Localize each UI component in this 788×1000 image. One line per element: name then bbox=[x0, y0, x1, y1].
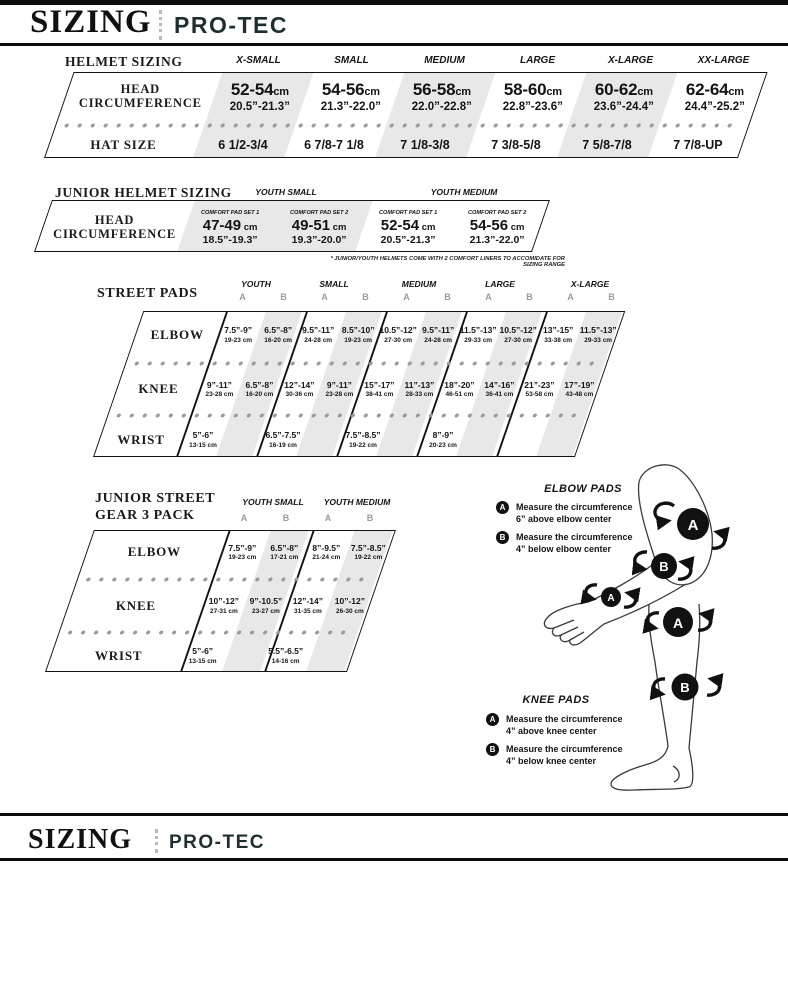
street-pads-ab-headers bbox=[222, 292, 632, 302]
street-elbow-cell: 6.5”-8” 16-20 cm bbox=[264, 325, 293, 344]
junior-helmet-cell: COMFORT PAD SET 2 49-51 cm 19.3”-20.0” bbox=[289, 209, 349, 246]
street-wrist-cell: 7.5”-8.5” 19-22 cm bbox=[345, 430, 381, 449]
ab-column-header: A bbox=[403, 292, 410, 302]
measure-text: Measure the circumference bbox=[506, 744, 623, 754]
measure-text: 4” above knee center bbox=[506, 726, 597, 736]
footer-title: SIZING bbox=[28, 824, 133, 855]
svg-text:B: B bbox=[680, 680, 690, 695]
helmet-hat-cell: 6 1/2-3/4 bbox=[218, 138, 268, 152]
measure-text: 6” above elbow center bbox=[516, 514, 612, 524]
helmet-column-header: MEDIUM bbox=[424, 55, 465, 66]
street-knee-cell: 18”-20” 46-51 cm bbox=[444, 379, 475, 399]
street-knee-cell: 6.5”-8” 16-20 cm bbox=[245, 379, 274, 399]
page-title: SIZING bbox=[30, 4, 152, 40]
street-knee-cell: 9”-11” 23-28 cm bbox=[205, 379, 234, 399]
helmet-size-headers bbox=[212, 55, 770, 66]
helmet-column-header: X-LARGE bbox=[608, 55, 653, 66]
street-elbow-cell: 9.5”-11” 24-28 cm bbox=[422, 325, 455, 344]
badge-b-icon: B bbox=[486, 743, 499, 756]
badge-b-icon: B bbox=[496, 531, 509, 544]
dotted-separator bbox=[133, 361, 599, 366]
junior-elbow-row bbox=[80, 531, 394, 573]
footer-protec-logo: PRO-TEC bbox=[169, 832, 265, 853]
street-group-header: YOUTH bbox=[241, 279, 271, 289]
street-elbow-cell: 11.5”-13” 29-33 cm bbox=[579, 325, 617, 344]
junior-elbow-cell: 7.5”-9” 19-23 cm bbox=[228, 542, 257, 562]
ab-column-header: B bbox=[282, 513, 290, 523]
measure-text: Measure the circumference bbox=[516, 532, 633, 542]
ab-column-header: B bbox=[280, 292, 287, 302]
junior-street-gear-label: JUNIOR STREET GEAR 3 PACK bbox=[95, 491, 216, 523]
junior-street-gear-table bbox=[45, 530, 386, 672]
junior-wrist-cell: 5.5”-6.5” 14-16 cm bbox=[268, 646, 304, 665]
ab-column-header: B bbox=[366, 513, 374, 523]
street-pads-label: STREET PADS bbox=[97, 286, 198, 301]
leg-illustration bbox=[595, 598, 755, 798]
street-knee-cell: 12”-14” 30-36 cm bbox=[284, 379, 315, 399]
ab-column-header: A bbox=[567, 292, 574, 302]
row-label-wrist: WRIST bbox=[117, 431, 165, 447]
ab-column-header: A bbox=[240, 513, 248, 523]
ab-column-header: A bbox=[324, 513, 332, 523]
street-wrist-cell: 5”-6” 13-15 cm bbox=[189, 430, 217, 449]
knee-pads-title: KNEE PADS bbox=[522, 694, 590, 706]
street-elbow-cell: 7.5”-9” 19-23 cm bbox=[224, 325, 253, 344]
helmet-hat-cell: 7 3/8-5/8 bbox=[491, 138, 541, 152]
helmet-head-cell: 62-64cm 24.4”-25.2” bbox=[684, 79, 745, 113]
street-knee-cell: 9”-11” 23-28 cm bbox=[325, 379, 354, 399]
helmet-sizing-label: HELMET SIZING bbox=[65, 54, 183, 69]
street-knee-cell: 17”-19” 43-48 cm bbox=[564, 379, 595, 399]
masthead-divider bbox=[159, 10, 162, 40]
junior-gear-outline bbox=[45, 530, 396, 672]
group-header-youth-medium: YOUTH MEDIUM bbox=[323, 497, 391, 507]
junior-helmet-cell: COMFORT PAD SET 1 52-54 cm 20.5”-21.3” bbox=[378, 209, 438, 246]
helmet-hat-cell: 7 5/8-7/8 bbox=[582, 138, 632, 152]
junior-helmet-sizing-label: JUNIOR HELMET SIZING bbox=[55, 185, 232, 200]
street-wrist-cell: 6.5”-7.5” 16-19 cm bbox=[265, 430, 301, 449]
elbow-pads-title: ELBOW PADS bbox=[544, 483, 622, 495]
footer-rule-top bbox=[0, 813, 788, 816]
street-group-header: X-LARGE bbox=[570, 279, 610, 289]
row-label-wrist: WRIST bbox=[94, 647, 143, 663]
dotted-separator bbox=[67, 630, 353, 635]
ab-column-header: B bbox=[608, 292, 615, 302]
group-header-youth-small: YOUTH SMALL bbox=[242, 497, 304, 507]
helmet-head-cell: 58-60cm 22.8”-23.6” bbox=[502, 79, 563, 113]
helmet-head-cell: 56-58cm 22.0”-22.8” bbox=[411, 79, 472, 113]
junior-knee-cell: 10”-12” 26-30 cm bbox=[334, 596, 366, 615]
svg-text:B: B bbox=[659, 559, 669, 574]
row-label-elbow: ELBOW bbox=[150, 326, 204, 342]
row-label-head-circumference: HEAD CIRCUMFERENCE bbox=[53, 213, 177, 241]
ab-column-header: A bbox=[239, 292, 246, 302]
measure-text: Measure the circumference bbox=[516, 502, 633, 512]
row-label-head-circumference: HEAD CIRCUMFERENCE bbox=[78, 82, 202, 110]
badge-a-icon: A bbox=[486, 713, 499, 726]
street-elbow-row bbox=[128, 312, 623, 357]
street-elbow-cell: 9.5”-11” 24-28 cm bbox=[302, 325, 335, 344]
street-knee-cell: 11”-13” 28-33 cm bbox=[404, 379, 435, 399]
junior-helmet-outline bbox=[34, 200, 550, 252]
street-group-header: SMALL bbox=[319, 279, 349, 289]
helmet-table-outline bbox=[44, 72, 768, 158]
street-elbow-cell: 11.5”-13” 29-33 cm bbox=[459, 325, 497, 344]
svg-text:A: A bbox=[672, 615, 684, 631]
footer-divider bbox=[155, 829, 158, 853]
street-wrist-cell: 8”-9” 20-23 cm bbox=[429, 430, 457, 449]
group-header-youth-medium: YOUTH MEDIUM bbox=[430, 187, 498, 197]
junior-elbow-cell: 6.5”-8” 17-21 cm bbox=[270, 542, 299, 562]
junior-gear-ab-headers bbox=[223, 513, 391, 523]
junior-helmet-row bbox=[35, 201, 549, 253]
helmet-hat-cell: 6 7/8-7 1/8 bbox=[304, 138, 364, 152]
ab-column-header: A bbox=[485, 292, 492, 302]
helmet-hat-cell: 7 7/8-UP bbox=[673, 138, 723, 152]
junior-helmet-cell: COMFORT PAD SET 1 47-49 cm 18.5”-19.3” bbox=[200, 209, 260, 246]
helmet-column-header: XX-LARGE bbox=[697, 55, 750, 66]
footer-rule-bottom bbox=[0, 858, 788, 861]
street-elbow-cell: 10.5”-12” 27-30 cm bbox=[379, 325, 417, 344]
helmet-sizing-table bbox=[44, 72, 745, 158]
junior-knee-cell: 12”-14” 31-35 cm bbox=[292, 596, 324, 615]
street-group-header: LARGE bbox=[485, 279, 515, 289]
badge-a-icon: A bbox=[496, 501, 509, 514]
junior-wrist-row bbox=[46, 638, 358, 673]
street-knee-cell: 21”-23” 53-58 cm bbox=[524, 379, 555, 399]
svg-text:A: A bbox=[687, 517, 699, 534]
junior-helmet-footnote: * JUNIOR/YOUTH HELMETS COME WITH 2 COMFORT LINERS TO ACCOMIDATE FOR SIZING RANGE bbox=[330, 256, 565, 268]
street-wrist-row bbox=[94, 421, 587, 458]
helmet-hat-row bbox=[45, 131, 747, 159]
street-knee-row bbox=[111, 369, 605, 409]
measure-text: 4” below knee center bbox=[506, 756, 597, 766]
street-knee-cell: 15”-17” 38-41 cm bbox=[364, 379, 395, 399]
street-knee-cell: 14”-16” 36-41 cm bbox=[484, 379, 515, 399]
helmet-head-cell: 60-62cm 23.6”-24.4” bbox=[593, 79, 654, 113]
row-label-knee: KNEE bbox=[138, 381, 179, 396]
ab-column-header: B bbox=[526, 292, 533, 302]
dotted-separator bbox=[115, 413, 581, 418]
masthead-rule bbox=[0, 43, 788, 46]
street-pads-outline bbox=[93, 311, 625, 457]
row-label-hat-size: HAT SIZE bbox=[90, 137, 157, 152]
helmet-column-header: LARGE bbox=[520, 55, 555, 66]
street-elbow-cell: 13”-15” 33-38 cm bbox=[543, 325, 574, 344]
group-header-youth-small: YOUTH SMALL bbox=[255, 187, 317, 197]
junior-knee-cell: 9”-10.5” 23-27 cm bbox=[249, 596, 283, 615]
helmet-hat-cell: 7 1/8-3/8 bbox=[400, 138, 450, 152]
junior-knee-cell: 10”-12” 27-31 cm bbox=[208, 596, 240, 615]
measure-text: 4” below elbow center bbox=[516, 544, 612, 554]
street-group-header: MEDIUM bbox=[401, 279, 437, 289]
junior-helmet-table bbox=[34, 200, 532, 252]
helmet-head-cell: 54-56cm 21.3”-22.0” bbox=[320, 79, 381, 113]
helmet-column-header: X-SMALL bbox=[236, 55, 281, 66]
measure-text: Measure the circumference bbox=[506, 714, 623, 724]
street-elbow-cell: 10.5”-12” 27-30 cm bbox=[499, 325, 537, 344]
ab-column-header: A bbox=[321, 292, 328, 302]
helmet-head-row bbox=[58, 73, 766, 119]
junior-helmet-cell: COMFORT PAD SET 2 54-56 cm 21.3”-22.0” bbox=[467, 209, 527, 246]
dotted-separator bbox=[63, 123, 741, 128]
street-pads-table bbox=[93, 311, 617, 457]
dotted-separator bbox=[85, 577, 371, 582]
svg-text:A: A bbox=[607, 593, 615, 604]
junior-elbow-cell: 8”-9.5” 21-24 cm bbox=[312, 542, 341, 562]
street-elbow-cell: 8.5”-10” 19-23 cm bbox=[341, 325, 375, 344]
ab-column-header: B bbox=[444, 292, 451, 302]
junior-wrist-cell: 5”-6” 13-15 cm bbox=[188, 646, 217, 665]
row-label-elbow: ELBOW bbox=[127, 544, 181, 559]
helmet-head-cell: 52-54cm 20.5”-21.3” bbox=[229, 79, 290, 113]
junior-knee-row bbox=[62, 585, 376, 626]
helmet-column-header: SMALL bbox=[334, 55, 369, 66]
junior-elbow-cell: 7.5”-8.5” 19-22 cm bbox=[350, 542, 386, 562]
row-label-knee: KNEE bbox=[115, 597, 156, 613]
ab-column-header: B bbox=[362, 292, 369, 302]
protec-logo: PRO-TEC bbox=[174, 12, 288, 38]
